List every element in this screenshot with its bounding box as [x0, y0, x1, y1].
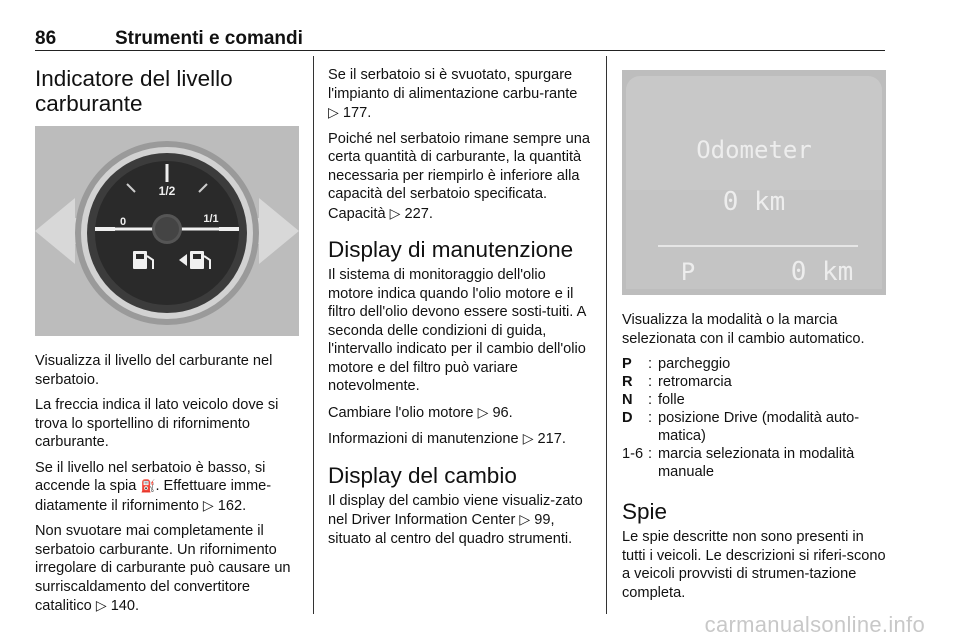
paragraph: Visualizza il livello del carburante nel serbatoio.: [35, 353, 273, 388]
paragraph: Informazioni di manutenzione ▷ 217.: [328, 430, 566, 447]
legend-row: R : retromarcia: [622, 373, 886, 391]
odometer-value: 0 km: [722, 187, 786, 217]
page-reference[interactable]: 177: [342, 105, 368, 121]
column-divider: [606, 56, 607, 614]
maintenance-display-heading: Display di manutenzione: [328, 237, 574, 262]
legend-desc: posizione Drive (modalità auto-matica): [658, 410, 860, 444]
page-ref-arrow-icon: ▷: [519, 511, 531, 527]
paragraph: Il display del cambio viene visualiz-zato nel Driver Information Center ▷ 99, situato al centro del quadro strumenti.: [328, 492, 583, 547]
page-ref-arrow-icon: ▷: [202, 496, 214, 513]
page-ref-arrow-icon: ▷: [389, 204, 401, 221]
paragraph: Non svuotare mai completamente il serbatoio carburante. Un rifornimento irregolare di carburante può causare un surriscaldamento del convertitore catalitico ▷ 140.: [35, 523, 291, 614]
paragraph: Cambiare l'olio motore ▷ 96.: [328, 403, 513, 421]
trip-value: 0 km: [790, 257, 854, 287]
legend-desc: folle: [658, 392, 685, 408]
legend-row: P : parcheggio: [622, 355, 886, 373]
legend-row: N : folle: [622, 391, 886, 409]
page-ref-arrow-icon: ▷: [477, 403, 489, 420]
warning-lights-heading: Spie: [622, 499, 668, 524]
fuel-pump-icon: ⛽: [140, 479, 156, 493]
paragraph: Visualizza la modalità o la marcia selezionata con il cambio automatico.: [622, 312, 865, 347]
gauge-full-mark: 1/1: [203, 213, 219, 225]
watermark: carmanualsonline.info: [704, 612, 925, 637]
gear-indicator: P: [680, 258, 696, 286]
page-reference[interactable]: 96: [492, 404, 509, 421]
legend-row: D : posizione Drive (modalità auto-matica): [622, 409, 886, 445]
section-title: Strumenti e comandi: [115, 28, 303, 49]
paragraph: Il sistema di monitoraggio dell'olio motore indica quando l'olio motore e il filtro dell'olio devono essere sosti-tuiti. A seconda delle condizioni di guida, l'intervallo indicato per il cambio dell'olio motore e del filtro può variare notevolmente.: [328, 267, 586, 394]
legend-key: D: [622, 410, 633, 426]
paragraph: La freccia indica il lato veicolo dove si trova lo sportellino di rifornimento carburante.: [35, 397, 279, 450]
column-divider: [313, 56, 314, 614]
paragraph: Le spie descritte non sono presenti in tutti i veicoli. Le descrizioni si riferi-scono a veicoli provvisti di strumen-tazione completa.: [622, 529, 886, 601]
legend-key: N: [622, 392, 633, 408]
fuel-gauge-heading: Indicatore del livello carburante: [35, 66, 233, 116]
odometer-label: Odometer: [696, 136, 812, 164]
page-reference[interactable]: 140: [110, 598, 136, 614]
page-reference[interactable]: 99: [534, 512, 551, 528]
legend-desc: marcia selezionata in modalità manuale: [658, 446, 855, 480]
page-header: [35, 28, 885, 51]
page-reference[interactable]: 227: [404, 205, 429, 222]
page-ref-arrow-icon: ▷: [522, 430, 534, 446]
gear-display-heading: Display del cambio: [328, 462, 517, 488]
column-1: [35, 56, 299, 623]
column-3: [622, 56, 886, 609]
gauge-empty-mark: 0: [119, 216, 127, 228]
paragraph: Se il serbatoio si è svuotato, spurgare l'impianto di alimentazione carbu-rante ▷ 177.: [328, 67, 578, 121]
legend-key: R: [622, 374, 633, 390]
legend-desc: retromarcia: [658, 374, 732, 390]
column-2: [328, 66, 592, 555]
paragraph: Poiché nel serbatoio rimane sempre una certa quantità di carburante, la quantità necessaria per riempirlo è inferiore alla capacità del serbatoio specificata. Capacità ▷ 227.: [328, 130, 591, 222]
page-ref-arrow-icon: ▷: [95, 597, 107, 613]
legend-desc: parcheggio: [658, 356, 731, 372]
page-ref-arrow-icon: ▷: [328, 104, 339, 120]
gear-legend: [622, 355, 886, 481]
fuel-gauge-figure: [35, 126, 299, 336]
page-reference[interactable]: 162: [217, 497, 243, 514]
page-reference[interactable]: 217: [537, 431, 562, 447]
gauge-half-mark: 1/2: [158, 184, 176, 198]
legend-row: 1-6 : marcia selezionata in modalità manuale: [622, 445, 886, 481]
page-number: 86: [35, 28, 57, 49]
legend-key: 1-6: [622, 446, 644, 462]
paragraph: Se il livello nel serbatoio è basso, si accende la spia ⛽. Effettuare imme-diatamente il rifornimento ▷ 162.: [35, 459, 272, 514]
legend-key: P: [622, 356, 632, 372]
gear-display-figure: [622, 70, 886, 295]
